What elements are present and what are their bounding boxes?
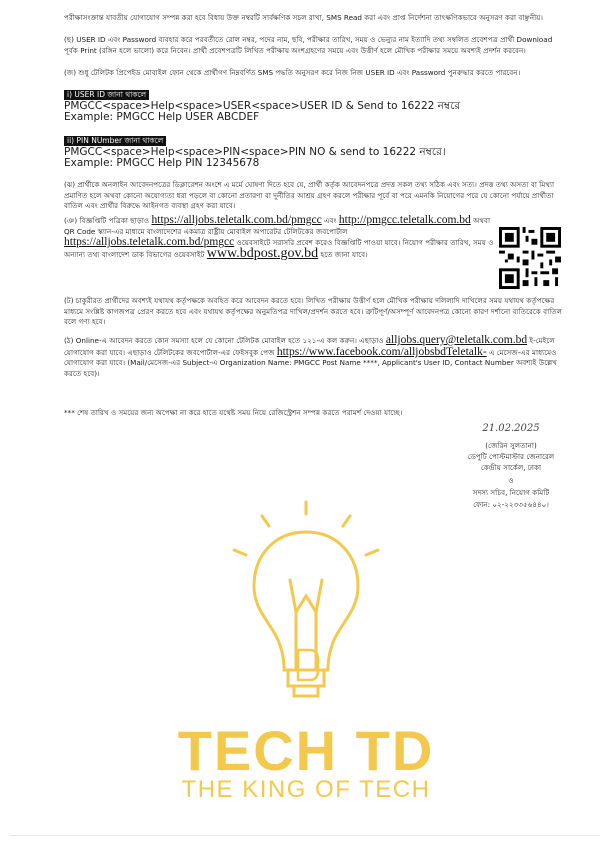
pin-sms-example: Example: PMGCC Help PIN 12345678 bbox=[64, 157, 260, 170]
jobportal-link[interactable]: https://alljobs.teletalk.com.bd/pmgcc bbox=[64, 236, 235, 249]
paragraph-declaration: (ঝ) প্রার্থীকে অনলাইন আবেদনপত্রের ডিক্লারেশন অংশে এ মর্মে ঘোষণা দিতে হবে যে, প্রার্থী কর্তৃক আবেদনপত্রে প্রদত্ত সকল তথ্য সঠিক এবং সত্য। প্রদত্ত তথ্য অসত্য বা মিথ্যা প্রমাণিত হলে অথবা কোনো অযোগ্যতা ধরা পড়লে বা কোনো প্রতারণা বা দুর্নীতির আশ্রয় গ্রহণ করলে পরীক্ষার পূর্বে বা পরে এমনকি নিয়োগের পরে যে কোনো পর্যায়ে প্রার্থীতা বাতিল এবং প্রার্থীর বিরুদ্ধে আইনগত ব্যবস্থা গ্রহণ করা যাবে। bbox=[64, 180, 555, 211]
circular-text-a: (ঞ) বিজ্ঞপ্তিটি পত্রিকা ছাড়াও bbox=[64, 216, 150, 225]
circular-text-d: ওয়েবসাইটে সরাসরি প্রবেশ করেও বিজ্ঞপ্তিটি পাওয়া যাবে। নিয়োগ পরীক্ষার তারিখ, সময় ও অন্যান্য তথ্য বাংলাদেশ ডাক বিভাগের ওয়েবসাইট bbox=[64, 238, 494, 259]
signatory-and: ও bbox=[508, 476, 514, 485]
qr-code-icon[interactable] bbox=[499, 227, 561, 289]
help-text-c: এ মেসেজ-এর মাধ্যমেও যোগাযোগ করা যাবে। (Mail/মেসেজ-এর Subject-এ Organization Name: PMGCC Post Name ****, Applicant's User ID, Contact Number অবশ্যই উল্লেখ করতে হবে)। bbox=[64, 347, 557, 378]
signatory-name: (জেরিন সুলতানা) bbox=[485, 441, 537, 450]
user-sms-example: Example: PMGCC Help USER ABCDEF bbox=[64, 111, 260, 124]
circular-text-b: এবং bbox=[324, 216, 337, 225]
paragraph-sms-recovery: (জ) শুধু টেলিটক প্রিপেইড মোবাইল ফোন থেকে প্রার্থীগণ নিম্নবর্ণিত SMS পদ্ধতি অনুসরণ করে নিজ নিজ USER ID এবং Password পুনরুদ্ধার করতে পারবেন। bbox=[64, 68, 521, 77]
pin-header: ii) PIN NUmber জানা থাকলে bbox=[64, 136, 166, 146]
bdpost-link[interactable]: www.bdpost.gov.bd bbox=[206, 245, 319, 261]
facebook-page-link[interactable]: https://www.facebook.com/alljobsbdTeletalk- bbox=[276, 345, 487, 358]
paragraph-online-help bbox=[64, 335, 564, 379]
paragraph-circular-links bbox=[64, 215, 494, 260]
pin-block bbox=[64, 136, 564, 170]
signatory-committee: সদস্য সচিব, নিয়োগ কমিটি bbox=[472, 488, 550, 497]
user-sms-format: PMGCC<space>Help<space>USER<space>USER ID & Send to 16222 নম্বরে bbox=[64, 99, 461, 112]
circular-text-e: হতে জানা যাবে। bbox=[320, 249, 368, 259]
paragraph-deadline-note: *** শেষ তারিখ ও সময়ের জন্য অপেক্ষা না করে হাতে যথেষ্ট সময় নিয়ে রেজিস্ট্রেশন সম্পন্ন করতে পরামর্শ দেওয়া যাচ্ছে। bbox=[64, 408, 403, 417]
paragraph-employed-candidates: (ট) চাকুরীরত প্রার্থীদের অবশ্যই যথাযথ কর্তৃপক্ষকে অবহিত করে আবেদন করতে হবে। লিখিত পরীক্ষায় উত্তীর্ণ হলে মৌখিক পরীক্ষায় দলিলাদি দাখিলের সময় যথাযথ কর্তৃপক্ষের মাধ্যমে সংশ্লিষ্ট কাগজপত্র প্রেরণ করতে হবে এবং যথাযথ কর্তৃপক্ষের অনুমতিপত্র দাখিল/প্রদর্শন করতে হবে। ত্রুটিপূর্ণ/অসম্পূর্ণ আবেদনপত্র কোনো কারণ দর্শানো ব্যতিরেকে বাতিল বলে গণ্য হবে। bbox=[64, 296, 563, 327]
watermark-brand: TECH TD bbox=[177, 719, 435, 782]
help-text-a: (ঠ) Online-এ আবেদন করতে কোন সমস্যা হলে যে কোনো টেলিটক মোবাইল হতে ১২১-এ কল করুন। এছাড়াও bbox=[64, 336, 384, 345]
signatory-office: কেন্দ্রীয় সার্কেল, ঢাকা bbox=[480, 463, 542, 472]
support-email-link[interactable]: alljobs.query@teletalk.com.bd bbox=[385, 334, 528, 346]
user-id-block bbox=[64, 90, 564, 124]
signatory-phone: ফোন: ০২-২২৩৩৫৬৪৪০। bbox=[473, 500, 549, 509]
help-text-b: ই-মেইলে যোগাযোগ করা যাবে। এছাড়াও টেলিটকের জবপোর্টাল-এর ফেইসবুক পেজ bbox=[64, 336, 555, 357]
user-id-header: i) USER ID জানা থাকলে bbox=[64, 90, 149, 100]
pmgcc-link[interactable]: http://pmgcc.teletalk.com.bd bbox=[338, 214, 471, 226]
watermark-tagline: THE KING OF TECH bbox=[181, 776, 431, 803]
page-bottom-divider bbox=[10, 835, 600, 836]
paragraph-contact-note: পরীক্ষাসংক্রান্ত যাবতীয় যোগাযোগ সম্পন্ন করা হবে বিধায় উক্ত নম্বরটি সার্বক্ষণিক সচল রাখা, SMS Read করা এবং প্রাপ্ত নির্দেশনা তাৎক্ষণিকভাবে অনুসরণ করা বাঞ্ছনীয়। bbox=[64, 13, 543, 22]
signatory-title: ডেপুটি পোস্টমাস্টার জেনারেল bbox=[467, 452, 555, 461]
alljobs-link[interactable]: https://alljobs.teletalk.com.bd/pmgcc bbox=[151, 214, 322, 226]
lightbulb-logo-icon bbox=[226, 500, 386, 715]
circular-text-c: অথবা QR Code স্ক্যান-এর মাধ্যমে বাংলাদেশের একমাত্র রাষ্ট্রীয় মোবাইল অপারেটর টেলিটকের জবপোর্টাল bbox=[64, 216, 491, 236]
paragraph-admit-card: (ছ) USER ID এবং Password ব্যবহার করে পরবর্তীতে রোল নম্বর, পদের নাম, ছবি, পরীক্ষার তারিখ, সময় ও ভেন্যুর নাম ইত্যাদি তথ্য সম্বলিত প্রবেশপত্র প্রার্থী Download পূর্বক Print (রঙ্গিন হলে ভালো) করে নিবেন। প্রার্থী প্রবেশপত্রটি লিখিত পরীক্ষায় অংশগ্রহণের সময়ে এবং উত্তীর্ণ হলে মৌখিক পরীক্ষার সময়ে অবশ্যই প্রদর্শন করবেন। bbox=[64, 35, 553, 55]
pin-sms-format: PMGCC<space>Help<space>PIN<space>PIN NO & send to 16222 নম্বরে। bbox=[64, 145, 446, 158]
handwritten-signature: 21.02.2025 bbox=[482, 423, 540, 434]
